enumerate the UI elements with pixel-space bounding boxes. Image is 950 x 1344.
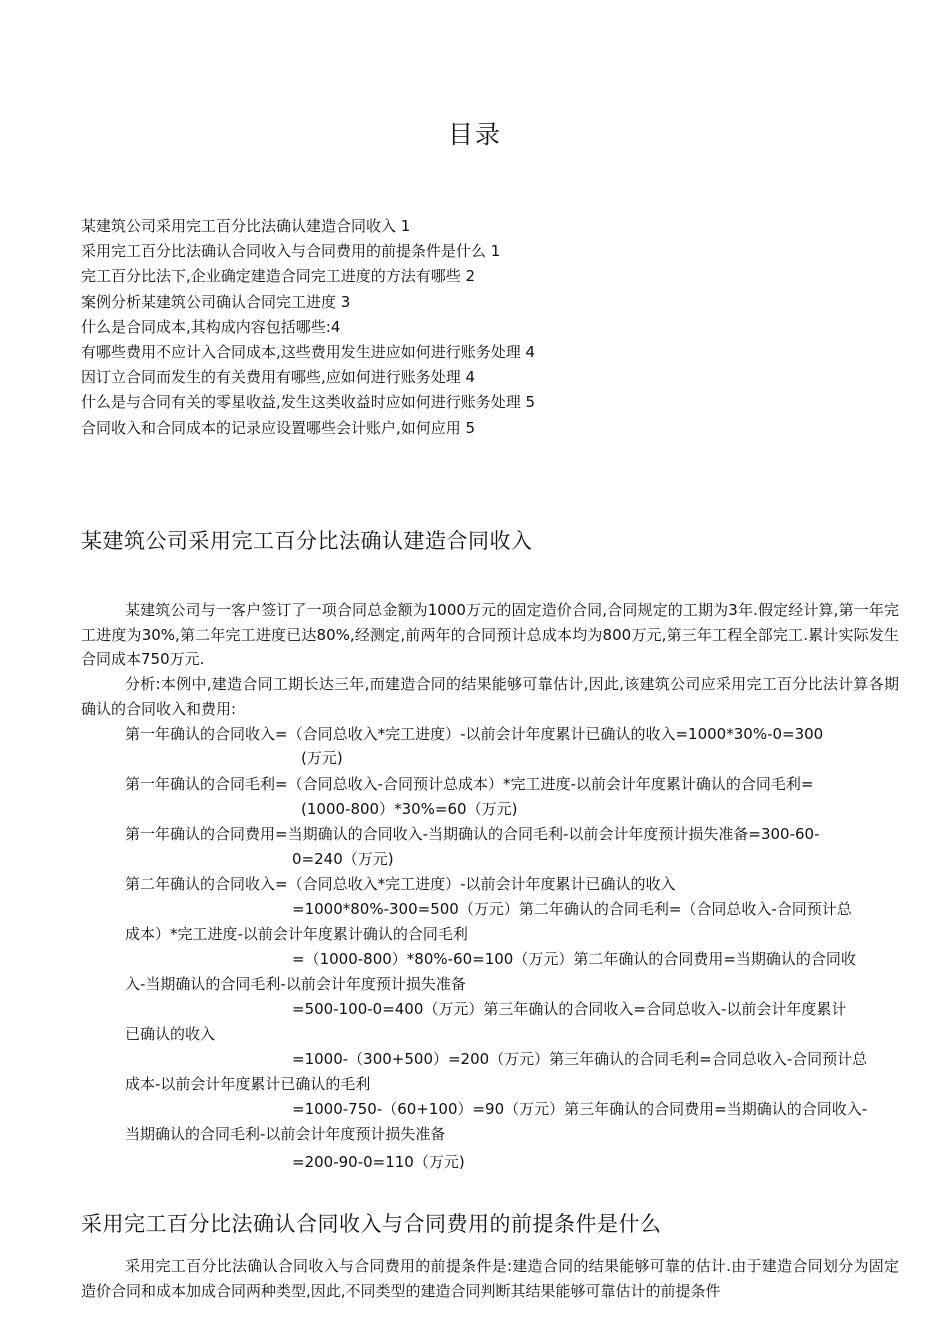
calc-line: (1000-800）*30%=60（万元) xyxy=(301,800,518,818)
toc-title: 目录 xyxy=(447,120,502,149)
calc-line: =200-90-0=110（万元) xyxy=(292,1153,465,1171)
toc-item[interactable]: 有哪些费用不应计入合同成本,这些费用发生进应如何进行账务处理 4 xyxy=(81,343,536,362)
calc-line: 当期确认的合同毛利-以前会计年度预计损失准备 xyxy=(125,1125,446,1143)
calc-line: 成本）*完工进度-以前会计年度累计确认的合同毛利 xyxy=(125,925,468,943)
calc-line: =（1000-800）*80%-60=100（万元）第二年确认的合同费用=当期确认的合同收 xyxy=(292,950,856,968)
toc-item[interactable]: 什么是合同成本,其构成内容包括哪些:4 xyxy=(81,317,341,336)
calc-line: 成本-以前会计年度累计已确认的毛利 xyxy=(125,1075,371,1093)
calc-line: 已确认的收入 xyxy=(125,1025,216,1043)
toc-item[interactable]: 完工百分比法下,企业确定建造合同完工进度的方法有哪些 2 xyxy=(81,267,476,286)
calc-line: =1000-（300+500）=200（万元）第三年确认的合同毛利=合同总收入-合同预计总 xyxy=(292,1050,868,1068)
paragraph: 某建筑公司与一客户签订了一项合同总金额为1000万元的固定造价合同,合同规定的工期为3年.假定经计算,第一年完工进度为30%,第二年完工进度已达80%,经测定,前两年的合同预计总成本均为800万元,第三年工程全部完工.累计实际发生合同成本750万元. xyxy=(81,601,899,669)
calc-line: 第一年确认的合同毛利=（合同总收入-合同预计总成本）*完工进度-以前会计年度累计确认的合同毛利= xyxy=(125,775,814,793)
calc-line: =500-100-0=400（万元）第三年确认的合同收入=合同总收入-以前会计年度累计 xyxy=(292,1000,847,1018)
calc-line: 第二年确认的合同收入=（合同总收入*完工进度）-以前会计年度累计已确认的收入 xyxy=(125,875,676,893)
calc-line: 第一年确认的合同收入=（合同总收入*完工进度）-以前会计年度累计已确认的收入=1000*30%-0=300 xyxy=(125,725,824,743)
calc-line: =1000*80%-300=500（万元）第二年确认的合同毛利=（合同总收入-合同预计总 xyxy=(292,900,852,918)
calc-line: (万元) xyxy=(301,749,343,767)
table-of-contents xyxy=(81,214,901,441)
toc-item[interactable]: 案例分析某建筑公司确认合同完工进度 3 xyxy=(81,292,351,311)
toc-item[interactable]: 因订立合同而发生的有关费用有哪些,应如何进行账务处理 4 xyxy=(81,368,476,387)
calc-line: =1000-750-（60+100）=90（万元）第三年确认的合同费用=当期确认的合同收入- xyxy=(292,1100,868,1118)
calc-line: 第一年确认的合同费用=当期确认的合同收入-当期确认的合同毛利-以前会计年度预计损失准备=300-60- xyxy=(125,825,820,843)
toc-item[interactable]: 某建筑公司采用完工百分比法确认建造合同收入 1 xyxy=(81,217,411,235)
toc-item[interactable]: 合同收入和合同成本的记录应设置哪些会计账户,如何应用 5 xyxy=(81,418,476,437)
paragraph: 分析:本例中,建造合同工期长达三年,而建造合同的结果能够可靠估计,因此,该建筑公司应采用完工百分比法计算各期确认的合同收入和费用: xyxy=(81,675,899,718)
toc-item[interactable]: 什么是与合同有关的零星收益,发生这类收益时应如何进行账务处理 5 xyxy=(81,393,536,412)
section-heading: 采用完工百分比法确认合同收入与合同费用的前提条件是什么 xyxy=(81,1212,662,1236)
calc-line: 0=240（万元) xyxy=(292,850,394,868)
section-heading: 某建筑公司采用完工百分比法确认建造合同收入 xyxy=(81,529,533,553)
toc-item[interactable]: 采用完工百分比法确认合同收入与合同费用的前提条件是什么 1 xyxy=(81,242,501,261)
calc-line: 入-当期确认的合同毛利-以前会计年度预计损失准备 xyxy=(125,975,466,993)
paragraph: 采用完工百分比法确认合同收入与合同费用的前提条件是:建造合同的结果能够可靠的估计.由于建造合同划分为固定造价合同和成本加成合同两种类型,因此,不同类型的建造合同判断其结果能够可靠估计的前提条件 xyxy=(81,1257,899,1300)
